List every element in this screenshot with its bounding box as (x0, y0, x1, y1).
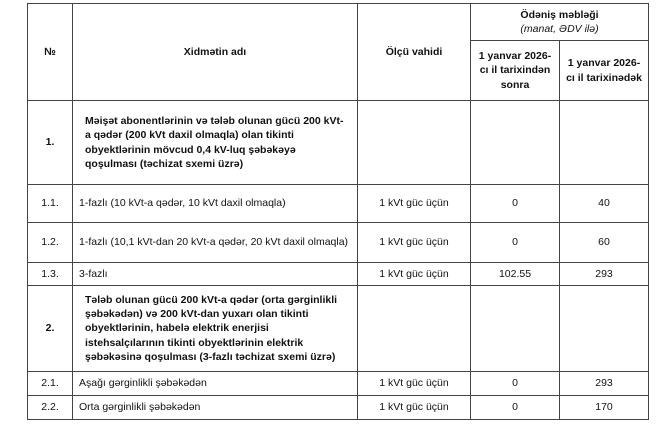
row-unit: 1 kVt güc üçün (358, 372, 471, 396)
table-row (28, 185, 649, 223)
tariff-table (27, 3, 649, 420)
row-until-value: 40 (560, 185, 649, 223)
row-after-value: 102.55 (471, 263, 560, 286)
row-unit: 1 kVt güc üçün (358, 185, 471, 223)
row-service-name: 1-fazlı (10,1 kVt-dan 20 kVt-a qədər, 20 kVt daxil olmaqla) (73, 223, 358, 263)
row-until-value: 170 (560, 396, 649, 420)
header-payment (471, 4, 649, 41)
row-service-name: Tələb olunan gücü 200 kVt-a qədər (orta gərginlikli şəbəkədən) və 200 kVt-dan yuxarı olan tikinti obyektlərinin, habelə elektrik enerjisi istehsalçılarının tikinti obyektlərinin elektrik şəbəkəsinə qoşulması (3-fazlı təchizat sxemi üzrə) (73, 286, 358, 372)
row-until-value (560, 286, 649, 372)
header-payment-subtitle: (manat, ƏDV ilə) (520, 23, 599, 35)
row-service-name: Məişət abonentlərinin və tələb olunan gücü 200 kVt-a qədər (200 kVt daxil olmaqla) olan tikinti obyektlərinin mövcud 0,4 kV-luq şəbəkəyə qoşulması (təchizat sxemi üzrə) (73, 101, 358, 185)
row-until-value: 60 (560, 223, 649, 263)
table-row (28, 286, 649, 372)
row-unit: 1 kVt güc üçün (358, 396, 471, 420)
row-number: 1.3. (28, 263, 73, 286)
table-row (28, 396, 649, 420)
table-row (28, 263, 649, 286)
row-after-value (471, 101, 560, 185)
row-unit (358, 286, 471, 372)
row-until-value: 293 (560, 263, 649, 286)
row-number: 2.1. (28, 372, 73, 396)
row-number: 1.1. (28, 185, 73, 223)
row-service-name: 1-fazlı (10 kVt-a qədər, 10 kVt daxil olmaqla) (73, 185, 358, 223)
row-service-name: Orta gərginlikli şəbəkədən (73, 396, 358, 420)
header-no: № (28, 4, 73, 101)
row-unit: 1 kVt güc üçün (358, 263, 471, 286)
row-service-name: 3-fazlı (73, 263, 358, 286)
header-unit: Ölçü vahidi (358, 4, 471, 101)
row-after-value: 0 (471, 223, 560, 263)
row-unit: 1 kVt güc üçün (358, 223, 471, 263)
row-until-value (560, 101, 649, 185)
table-row (28, 372, 649, 396)
row-after-value: 0 (471, 396, 560, 420)
row-number: 1.2. (28, 223, 73, 263)
row-service-name: Aşağı gərginlikli şəbəkədən (73, 372, 358, 396)
row-after-value (471, 286, 560, 372)
header-until-2026: 1 yanvar 2026-cı il tarixinədək (560, 41, 649, 101)
row-number: 2.2. (28, 396, 73, 420)
table-row (28, 223, 649, 263)
row-until-value: 293 (560, 372, 649, 396)
header-payment-title: Ödəniş məbləği (520, 8, 599, 21)
header-service-name: Xidmətin adı (73, 4, 358, 101)
row-after-value: 0 (471, 372, 560, 396)
table-row (28, 101, 649, 185)
header-after-2026: 1 yanvar 2026-cı il tarixindən sonra (471, 41, 560, 101)
row-number: 1. (28, 101, 73, 185)
row-number: 2. (28, 286, 73, 372)
row-unit (358, 101, 471, 185)
row-after-value: 0 (471, 185, 560, 223)
